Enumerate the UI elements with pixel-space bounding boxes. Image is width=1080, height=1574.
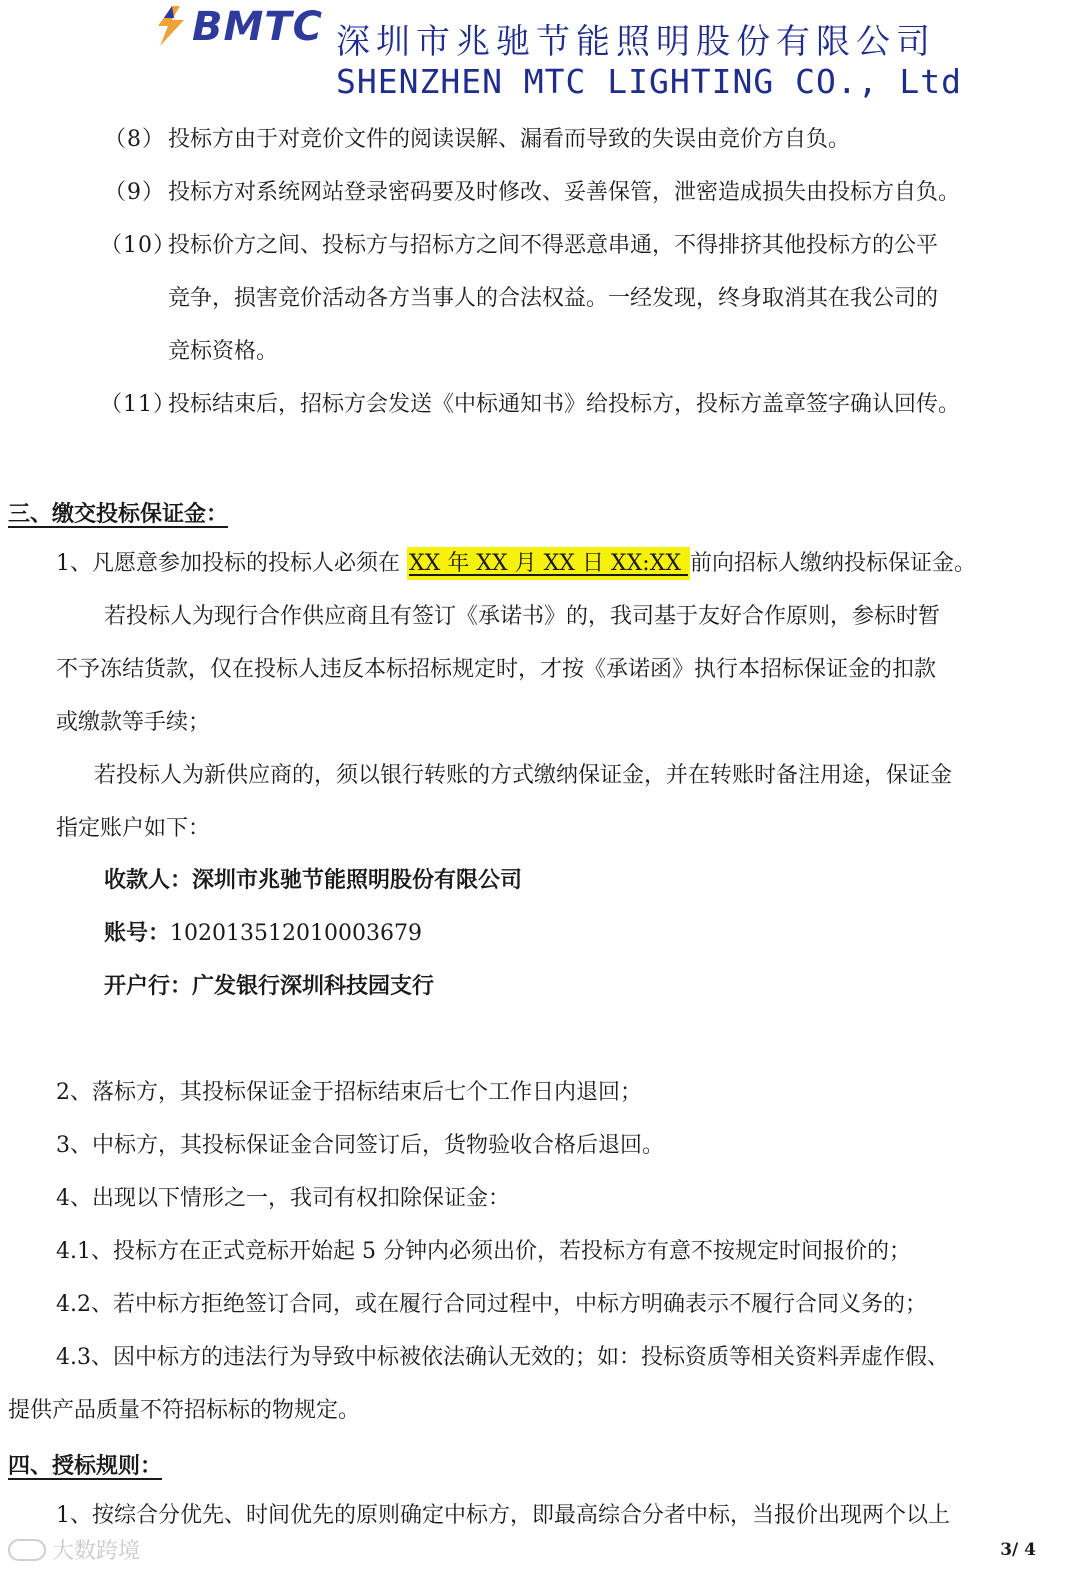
item-10-line-3: 竞标资格。 (168, 339, 279, 364)
section-3-para-9-line-1: 4.3、因中标方的违法行为导致中标被依法确认无效的；如：投标资质等相关资料弄虚作假、 (56, 1345, 949, 1370)
item-10-number: （10） (100, 233, 176, 258)
item-10-line-2: 竞争，损害竞价活动各方当事人的合法权益。一经发现，终身取消其在我公司的 (168, 286, 939, 311)
company-name-cn: 深圳市兆驰节能照明股份有限公司 (336, 22, 936, 62)
section-3-heading: 三、缴交投标保证金： (8, 502, 229, 527)
section-4-heading: 四、授标规则： (8, 1454, 163, 1479)
account-label: 账号： (104, 921, 171, 946)
account (104, 919, 422, 949)
section-3-para-4: 2、落标方，其投标保证金于招标结束后七个工作日内退回； (56, 1080, 642, 1105)
watermark-logo-icon (8, 1539, 46, 1561)
section-4-para-1: 1、按综合分优先、时间优先的原则确定中标方，即最高综合分者中标，当报价出现两个以上 (56, 1503, 951, 1528)
section-3-para-2-line-2: 不予冻结货款，仅在投标人违反本标招标规定时，才按《承诺函》执行本招标保证金的扣款 (56, 657, 937, 682)
item-9-text: 投标方对系统网站登录密码要及时修改、妥善保管，泄密造成损失由投标方自负。 (168, 180, 961, 205)
para-1-before: 1、凡愿意参加投标的投标人必须在 (56, 551, 407, 576)
section-3-para-9-line-2: 提供产品质量不符招标标的物规定。 (8, 1398, 361, 1423)
watermark (8, 1534, 140, 1565)
account-number: 102013512010003679 (170, 921, 422, 946)
section-3-para-2-line-3: 或缴款等手续； (56, 710, 211, 735)
logo-mark-icon (150, 4, 190, 48)
company-name-en: SHENZHEN MTC LIGHTING CO., Ltd (336, 62, 963, 101)
logo-text: BMTC (192, 4, 323, 50)
section-3-para-3-line-1: 若投标人为新供应商的，须以银行转账的方式缴纳保证金，并在转账时备注用途，保证金 (94, 763, 953, 788)
item-11-text: 投标结束后，招标方会发送《中标通知书》给投标方，投标方盖章签字确认回传。 (168, 392, 961, 417)
section-3-para-3-line-2: 指定账户如下： (56, 816, 211, 841)
payee: 收款人：深圳市兆驰节能照明股份有限公司 (104, 868, 523, 893)
bank: 开户行：广发银行深圳科技园支行 (104, 974, 435, 999)
item-8-text: 投标方由于对竞价文件的阅读误解、漏看而导致的失误由竞价方自负。 (168, 127, 851, 152)
item-9-number: （9） (104, 180, 165, 205)
deadline-highlight: XX 年 XX 月 XX 日 XX:XX (407, 547, 690, 580)
item-10-line-1: 投标价方之间、投标方与招标方之间不得恶意串通，不得排挤其他投标方的公平 (168, 233, 939, 258)
watermark-text: 大数跨境 (52, 1539, 141, 1564)
section-3-para-7: 4.1、投标方在正式竞标开始起 5 分钟内必须出价，若投标方有意不按规定时间报价的； (56, 1239, 911, 1264)
section-3-para-2-line-1: 若投标人为现行合作供应商且有签订《承诺书》的，我司基于友好合作原则，参标时暂 (104, 604, 941, 629)
page-number: 3/ 4 (1000, 1540, 1036, 1560)
item-8-number: （8） (104, 127, 165, 152)
section-3-para-6: 4、出现以下情形之一，我司有权扣除保证金： (56, 1186, 510, 1211)
section-3-para-1 (56, 549, 976, 579)
item-11-number: （11） (100, 392, 176, 417)
para-1-after: 前向招标人缴纳投标保证金。 (690, 551, 977, 576)
section-3-para-5: 3、中标方，其投标保证金合同签订后，货物验收合格后退回。 (56, 1133, 664, 1158)
section-3-para-8: 4.2、若中标方拒绝签订合同，或在履行合同过程中，中标方明确表示不履行合同义务的； (56, 1292, 927, 1317)
